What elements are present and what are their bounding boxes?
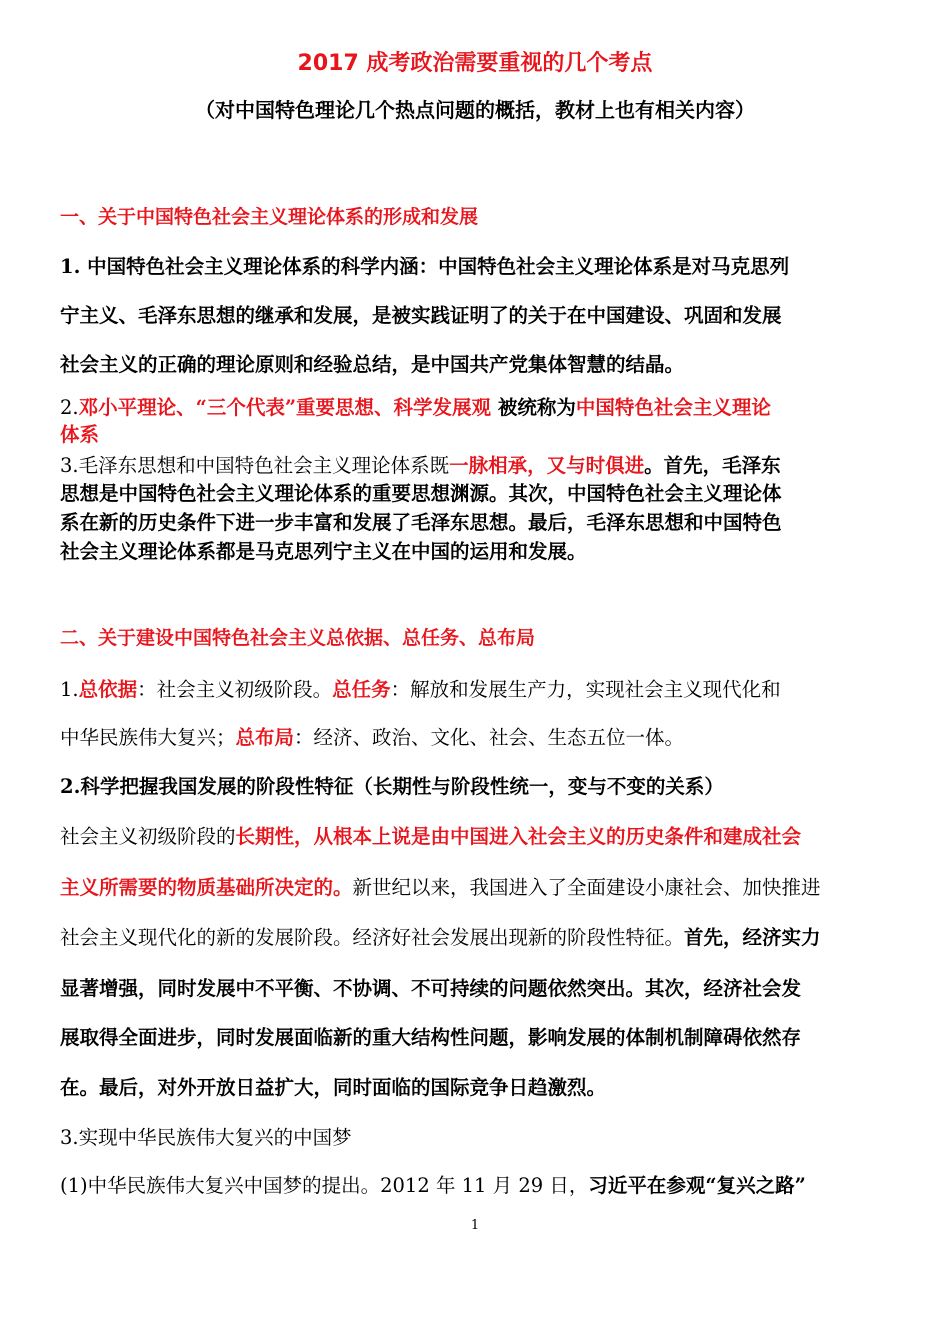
s1-p3-line-2: 思想是中国特色社会主义理论体系的重要思想渊源。其次，中国特色社会主义理论体 — [60, 482, 782, 505]
s1-p1-line-2: 宁主义、毛泽东思想的继承和发展，是被实践证明了的关于在中国建设、巩固和发展 — [60, 304, 782, 327]
s1-p2-num: 2. — [60, 396, 79, 419]
s2-p1-val-3: 中华民族伟大复兴； — [60, 726, 236, 749]
s1-p1-line-1: 1. 中国特色社会主义理论体系的科学内涵：中国特色社会主义理论体系是对马克思列 — [60, 255, 790, 278]
page-number: 1 — [470, 1218, 480, 1233]
s1-p1-line-3: 社会主义的正确的理论原则和经验总结，是中国共产党集体智慧的结晶。 — [60, 353, 685, 376]
s2-p1-num: 1. — [60, 678, 79, 701]
s2-p3-line-1 — [60, 821, 801, 849]
s2-p5 — [60, 1170, 806, 1198]
s2-p1-line-1 — [60, 674, 781, 702]
s2-p1-val-2: ：解放和发展生产力，实现社会主义现代化和 — [390, 678, 781, 701]
s1-p2-red-1: 邓小平理论、“三个代表”重要思想、科学发展观 — [78, 396, 492, 419]
s1-p2-red-2: 中国特色社会主义理论 — [575, 396, 771, 419]
s2-p3-red-2: 主义所需要的物质基础所决定的。 — [60, 876, 353, 899]
s2-p1-val-4: ：经济、政治、文化、社会、生态五位一体。 — [294, 726, 685, 749]
s2-p3-line-2 — [60, 872, 821, 900]
s1-p3-pre: 3.毛泽东思想和中国特色社会主义理论体系既 — [60, 454, 450, 477]
section-1-heading: 一、关于中国特色社会主义理论体系的形成和发展 — [60, 206, 479, 228]
s2-p3-pre: 社会主义初级阶段的 — [60, 825, 236, 848]
s1-p3-line-4: 社会主义理论体系都是马克思列宁主义在中国的运用和发展。 — [60, 540, 587, 563]
s2-p1-key-3: 总布局 — [235, 726, 295, 749]
document-subtitle: （对中国特色理论几个热点问题的概括，教材上也有相关内容） — [195, 98, 755, 122]
s2-p5-pre: (1)中华民族伟大复兴中国梦的提出。2012 年 11 月 29 日， — [60, 1174, 589, 1197]
s2-p3-post-2: 新世纪以来，我国进入了全面建设小康社会、加快推进 — [352, 876, 821, 899]
s2-p1-val-1: ：社会主义初级阶段。 — [137, 678, 333, 701]
s2-p2: 2.科学把握我国发展的阶段性特征（长期性与阶段性统一，变与不变的关系） — [60, 775, 724, 798]
s1-p2-line-1 — [60, 392, 771, 420]
s2-p5-bold: 习近平在参观“复兴之路” — [588, 1174, 806, 1197]
s2-p3-red-1: 长期性，从根本上说是由中国进入社会主义的历史条件和建成社会 — [235, 825, 802, 848]
section-2-heading: 二、关于建设中国特色社会主义总依据、总任务、总布局 — [60, 627, 536, 649]
s1-p3-red: 一脉相承，又与时俱进 — [449, 454, 645, 477]
s2-p3-l3a: 社会主义现代化的新的发展阶段。经济好社会发展出现新的阶段性特征。 — [60, 926, 685, 949]
s2-p3-line-6: 在。最后，对外开放日益扩大，同时面临的国际竞争日趋激烈。 — [60, 1076, 607, 1099]
s2-p3-line-5: 展取得全面进步，同时发展面临新的重大结构性问题，影响发展的体制机制障碍依然存 — [60, 1026, 802, 1049]
s2-p4: 3.实现中华民族伟大复兴的中国梦 — [60, 1126, 352, 1149]
s1-p2-line-2: 体系 — [60, 423, 100, 446]
s2-p1-line-2 — [60, 722, 684, 750]
s2-p1-key-1: 总依据 — [78, 678, 138, 701]
s2-p3-l3b: 首先，经济实力 — [684, 926, 821, 949]
s2-p3-line-4: 显著增强，同时发展中不平衡、不协调、不可持续的问题依然突出。其次，经济社会发 — [60, 977, 802, 1000]
s1-p2-mid: 被统称为 — [491, 396, 576, 419]
s1-p3-post: 。首先，毛泽东 — [644, 454, 781, 477]
s2-p3-line-3 — [60, 922, 821, 950]
s1-p3-line-3: 系在新的历史条件下进一步丰富和发展了毛泽东思想。最后，毛泽东思想和中国特色 — [60, 511, 782, 534]
s2-p1-key-2: 总任务 — [332, 678, 391, 701]
document-title: 2017 成考政治需要重视的几个考点 — [297, 51, 653, 76]
s1-p3-line-1 — [60, 450, 781, 478]
